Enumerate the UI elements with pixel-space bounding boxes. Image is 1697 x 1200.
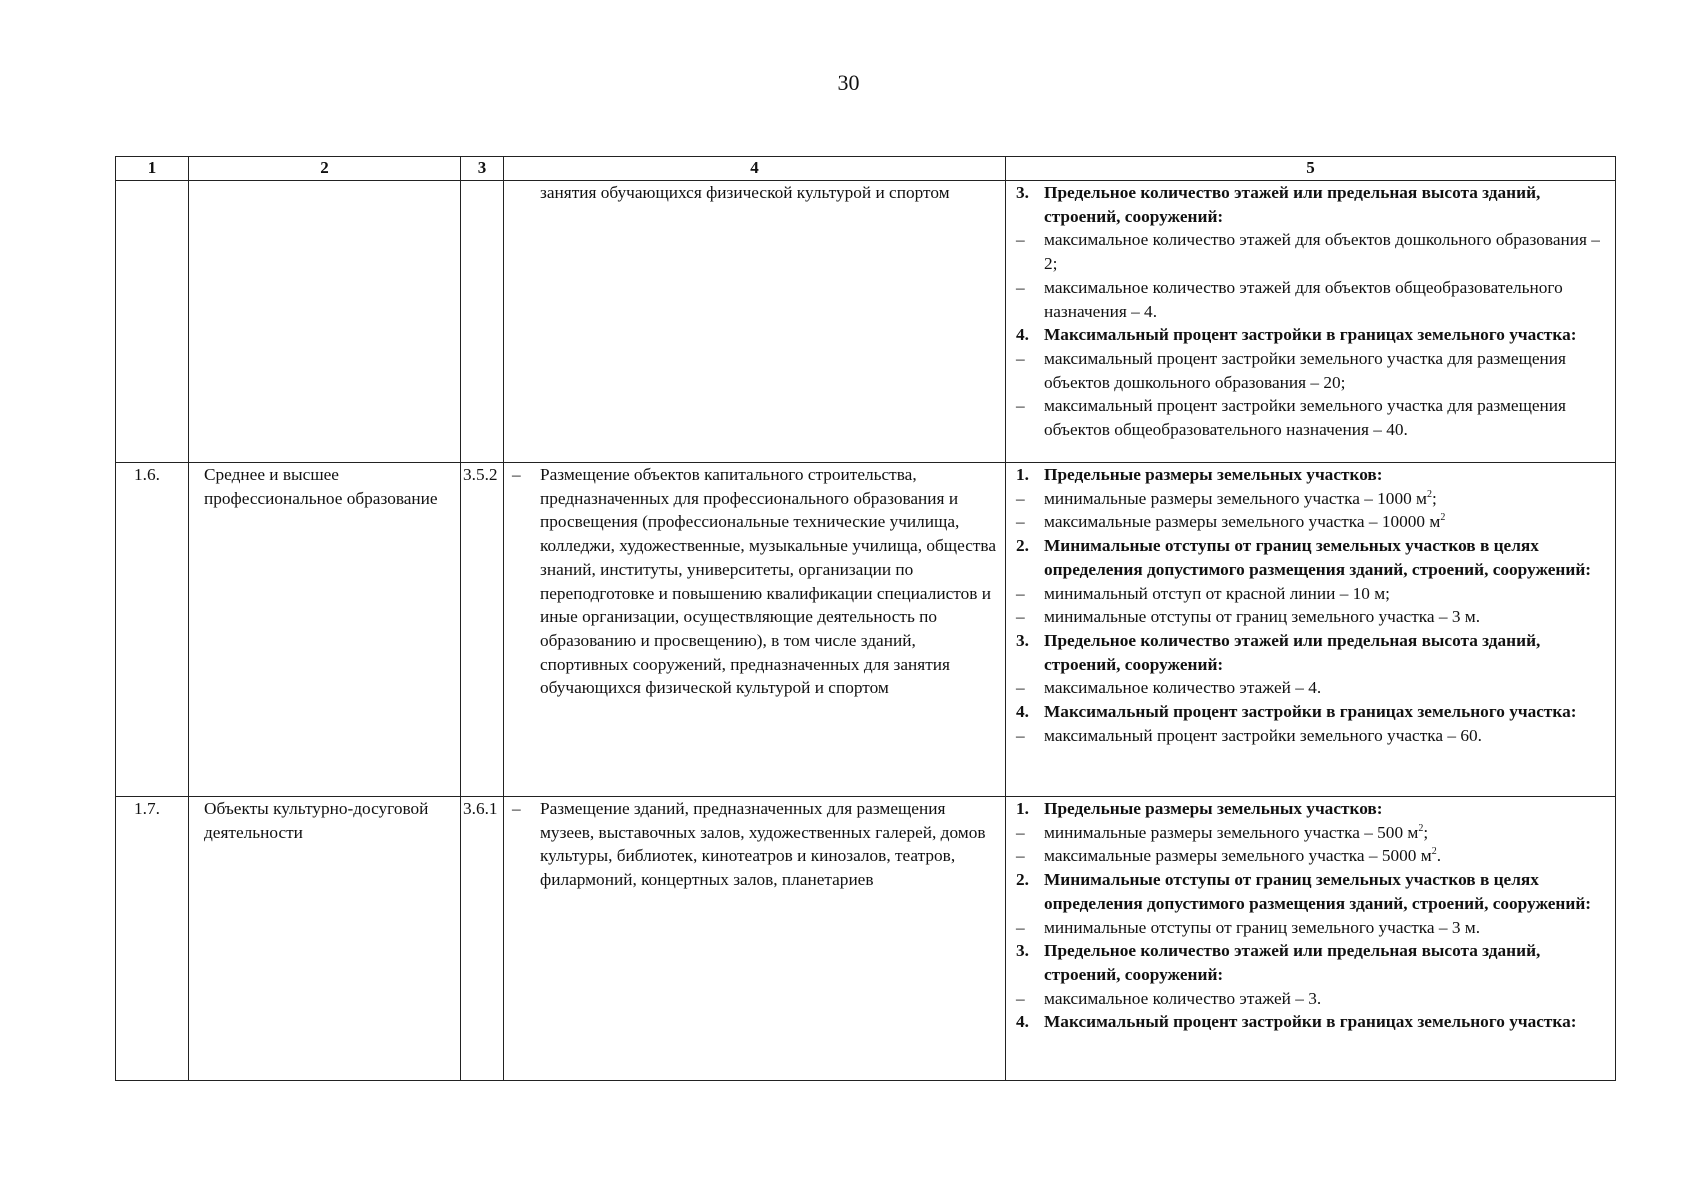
use-code-cell <box>461 181 504 463</box>
parameter-text-main: Максимальный процент застройки в границах земельного участка: <box>1044 325 1577 345</box>
parameter-text-main: минимальные отступы от границ земельного участка – 3 м. <box>1044 607 1481 627</box>
parameter-text-main: максимальные размеры земельного участка – 5000 м <box>1044 846 1432 866</box>
parameters-cell <box>1006 797 1616 1081</box>
parameter-text-main: минимальные отступы от границ земельного участка – 3 м. <box>1044 917 1481 937</box>
parameter-item <box>1006 582 1615 606</box>
parameter-text-main: максимальное количество этажей для объектов общеобразовательного назначения – 4. <box>1044 277 1563 321</box>
parameter-marker: – <box>1016 725 1025 745</box>
parameter-text <box>1044 181 1615 228</box>
parameter-marker: – <box>1016 396 1025 416</box>
parameter-text <box>1044 276 1615 323</box>
parameter-marker: – <box>1016 607 1025 627</box>
parameter-marker: 4. <box>1016 1012 1029 1032</box>
parameter-heading <box>1006 939 1615 986</box>
parameter-text-main: Минимальные отступы от границ земельных участков в целях определения допустимого размещения зданий, строений, сооружений: <box>1044 870 1592 913</box>
parameter-item <box>1006 276 1615 323</box>
description-dash: – <box>512 465 521 484</box>
parameter-heading <box>1006 323 1615 347</box>
page-number: 30 <box>837 70 860 95</box>
parameter-item <box>1006 821 1615 845</box>
parameter-text <box>1044 394 1615 441</box>
parameter-item <box>1006 916 1615 940</box>
description-text: Размещение объектов капитального строительства, предназначенных для профессионального образования и просвещения (профессиональные технические училища, колледжи, художественные, музыкальные училища, общества знаний, институты, университеты, организации по переподготовке и повышению квалификации специалистов и иные организации, осуществляющие деятельность по образованию и просвещению), в том числе зданий, спортивных сооружений, предназначенных для занятия обучающихся физической культурой и спортом <box>540 465 997 698</box>
parameter-heading <box>1006 797 1615 821</box>
parameter-text-main: Предельное количество этажей или предельная высота зданий, строений, сооружений: <box>1044 630 1541 674</box>
parameter-text <box>1044 916 1615 940</box>
parameter-marker: – <box>1016 917 1025 937</box>
parameter-item <box>1006 228 1615 275</box>
parameter-text-main: максимальное количество этажей – 3. <box>1044 988 1322 1008</box>
header-col-2: 2 <box>189 157 461 181</box>
table-row <box>116 181 1616 463</box>
parameter-marker: 3. <box>1016 941 1029 961</box>
parameter-text <box>1044 844 1615 868</box>
parameter-marker: – <box>1016 230 1025 250</box>
parameter-superscript: 2 <box>1427 488 1432 500</box>
table-header-row <box>116 157 1616 181</box>
parameter-marker: 2. <box>1016 536 1029 556</box>
parameter-marker: 3. <box>1016 183 1029 202</box>
parameter-text <box>1044 724 1615 748</box>
parameter-text-main: максимальный процент застройки земельного участка – 60. <box>1044 725 1482 745</box>
parameter-marker: 3. <box>1016 630 1029 650</box>
parameter-marker: 1. <box>1016 799 1029 818</box>
parameter-superscript: 2 <box>1431 846 1437 858</box>
parameter-text <box>1044 821 1615 845</box>
parameter-text-main: Предельные размеры земельных участков: <box>1044 465 1383 484</box>
parameter-text-suffix: ; <box>1423 822 1429 842</box>
parameter-text <box>1044 323 1615 347</box>
parameter-text-main: Предельные размеры земельных участков: <box>1044 799 1383 818</box>
parameter-heading <box>1006 534 1615 581</box>
description-cell <box>504 181 1006 463</box>
header-col-4: 4 <box>504 157 1006 181</box>
description-text: Размещение зданий, предназначенных для размещения музеев, выставочных залов, художественных галерей, домов культуры, библиотек, кинотеатров и кинозалов, театров, филармоний, концертных залов, планетариев <box>540 799 986 890</box>
parameter-text-main: Предельное количество этажей или предельная высота зданий, строений, сооружений: <box>1044 941 1541 984</box>
parameter-text <box>1044 487 1615 511</box>
use-name-cell: Объекты культурно-досуговой деятельности <box>189 797 461 1081</box>
parameter-item <box>1006 347 1615 394</box>
row-number-cell: 1.6. <box>116 463 189 797</box>
parameters-cell <box>1006 181 1616 463</box>
parameter-text <box>1044 228 1615 275</box>
parameter-text <box>1044 939 1615 986</box>
parameter-heading <box>1006 629 1615 676</box>
parameter-item <box>1006 605 1615 629</box>
parameter-marker: – <box>1016 583 1025 603</box>
parameter-text <box>1044 347 1615 394</box>
row-number-cell: 1.7. <box>116 797 189 1081</box>
parameter-text <box>1044 534 1615 581</box>
description-cell <box>504 797 1006 1081</box>
parameter-item <box>1006 510 1615 534</box>
parameter-item <box>1006 844 1615 868</box>
header-col-3: 3 <box>461 157 504 181</box>
use-code-cell: 3.5.2 <box>461 463 504 797</box>
description-text: занятия обучающихся физической культурой и спортом <box>540 183 950 202</box>
header-col-5: 5 <box>1006 157 1616 181</box>
parameter-superscript: 2 <box>1440 512 1446 524</box>
use-name-cell <box>189 181 461 463</box>
parameter-text-main: максимальное количество этажей – 4. <box>1044 678 1322 698</box>
table-row <box>116 463 1616 797</box>
parameter-text-main: минимальные размеры земельного участка – 500 м <box>1044 822 1419 842</box>
parameter-heading <box>1006 1010 1615 1034</box>
use-code-cell: 3.6.1 <box>461 797 504 1081</box>
parameter-text-main: максимальные размеры земельного участка – 10000 м <box>1044 512 1441 532</box>
parameter-text <box>1044 510 1615 534</box>
parameter-marker: 1. <box>1016 465 1029 484</box>
parameter-text <box>1044 987 1615 1011</box>
parameter-text-main: Минимальные отступы от границ земельных участков в целях определения допустимого размещения зданий, строений, сооружений: <box>1044 536 1592 579</box>
parameter-marker: – <box>1016 512 1025 532</box>
parameter-marker: 4. <box>1016 702 1029 722</box>
parameter-item <box>1006 394 1615 441</box>
parameter-item <box>1006 676 1615 700</box>
parameter-text-suffix: ; <box>1432 488 1437 508</box>
parameter-heading <box>1006 700 1615 724</box>
parameter-item <box>1006 724 1615 748</box>
parameter-text <box>1044 700 1615 724</box>
parameter-marker: – <box>1016 488 1025 508</box>
parameter-text-main: максимальное количество этажей для объектов дошкольного образования – 2; <box>1044 230 1600 274</box>
parameter-text-main: максимальный процент застройки земельного участка для размещения объектов дошкольного образования – 20; <box>1044 348 1567 392</box>
parameter-text <box>1044 868 1615 915</box>
parameter-heading <box>1006 463 1615 487</box>
parameter-marker: – <box>1016 822 1025 842</box>
row-number-cell <box>116 181 189 463</box>
parameter-marker: 2. <box>1016 870 1029 890</box>
parameter-text-main: минимальный отступ от красной линии – 10 м; <box>1044 583 1390 603</box>
parameter-marker: 4. <box>1016 325 1029 345</box>
parameter-text <box>1044 582 1615 606</box>
header-col-1: 1 <box>116 157 189 181</box>
description-dash <box>504 181 540 205</box>
description-dash: – <box>512 799 521 818</box>
table-row <box>116 797 1616 1081</box>
description-cell <box>504 463 1006 797</box>
parameter-superscript: 2 <box>1418 822 1424 834</box>
parameter-marker: – <box>1016 678 1025 698</box>
parameter-text-main: Максимальный процент застройки в границах земельного участка: <box>1044 702 1577 722</box>
parameter-text-main: Предельное количество этажей или предельная высота зданий, строений, сооружений: <box>1044 183 1541 226</box>
parameter-text <box>1044 463 1615 487</box>
parameter-heading <box>1006 868 1615 915</box>
zoning-table <box>115 156 1616 1081</box>
parameter-item <box>1006 987 1615 1011</box>
parameter-text <box>1044 797 1615 821</box>
parameter-text-main: минимальные размеры земельного участка – 1000 м <box>1044 488 1427 508</box>
parameter-marker: – <box>1016 988 1025 1008</box>
parameter-text <box>1044 1010 1615 1034</box>
parameter-marker: – <box>1016 348 1025 368</box>
parameter-text <box>1044 676 1615 700</box>
parameter-marker: – <box>1016 846 1025 866</box>
parameter-marker: – <box>1016 277 1025 297</box>
use-name-cell: Среднее и высшее профессиональное образование <box>189 463 461 797</box>
parameter-text-main: Максимальный процент застройки в границах земельного участка: <box>1044 1012 1577 1032</box>
parameter-item <box>1006 487 1615 511</box>
parameters-cell <box>1006 463 1616 797</box>
parameter-heading <box>1006 181 1615 228</box>
parameter-text <box>1044 605 1615 629</box>
parameter-text-main: максимальный процент застройки земельного участка для размещения объектов общеобразовательного назначения – 40. <box>1044 396 1567 440</box>
parameter-text-suffix: . <box>1436 846 1442 866</box>
parameter-text <box>1044 629 1615 676</box>
